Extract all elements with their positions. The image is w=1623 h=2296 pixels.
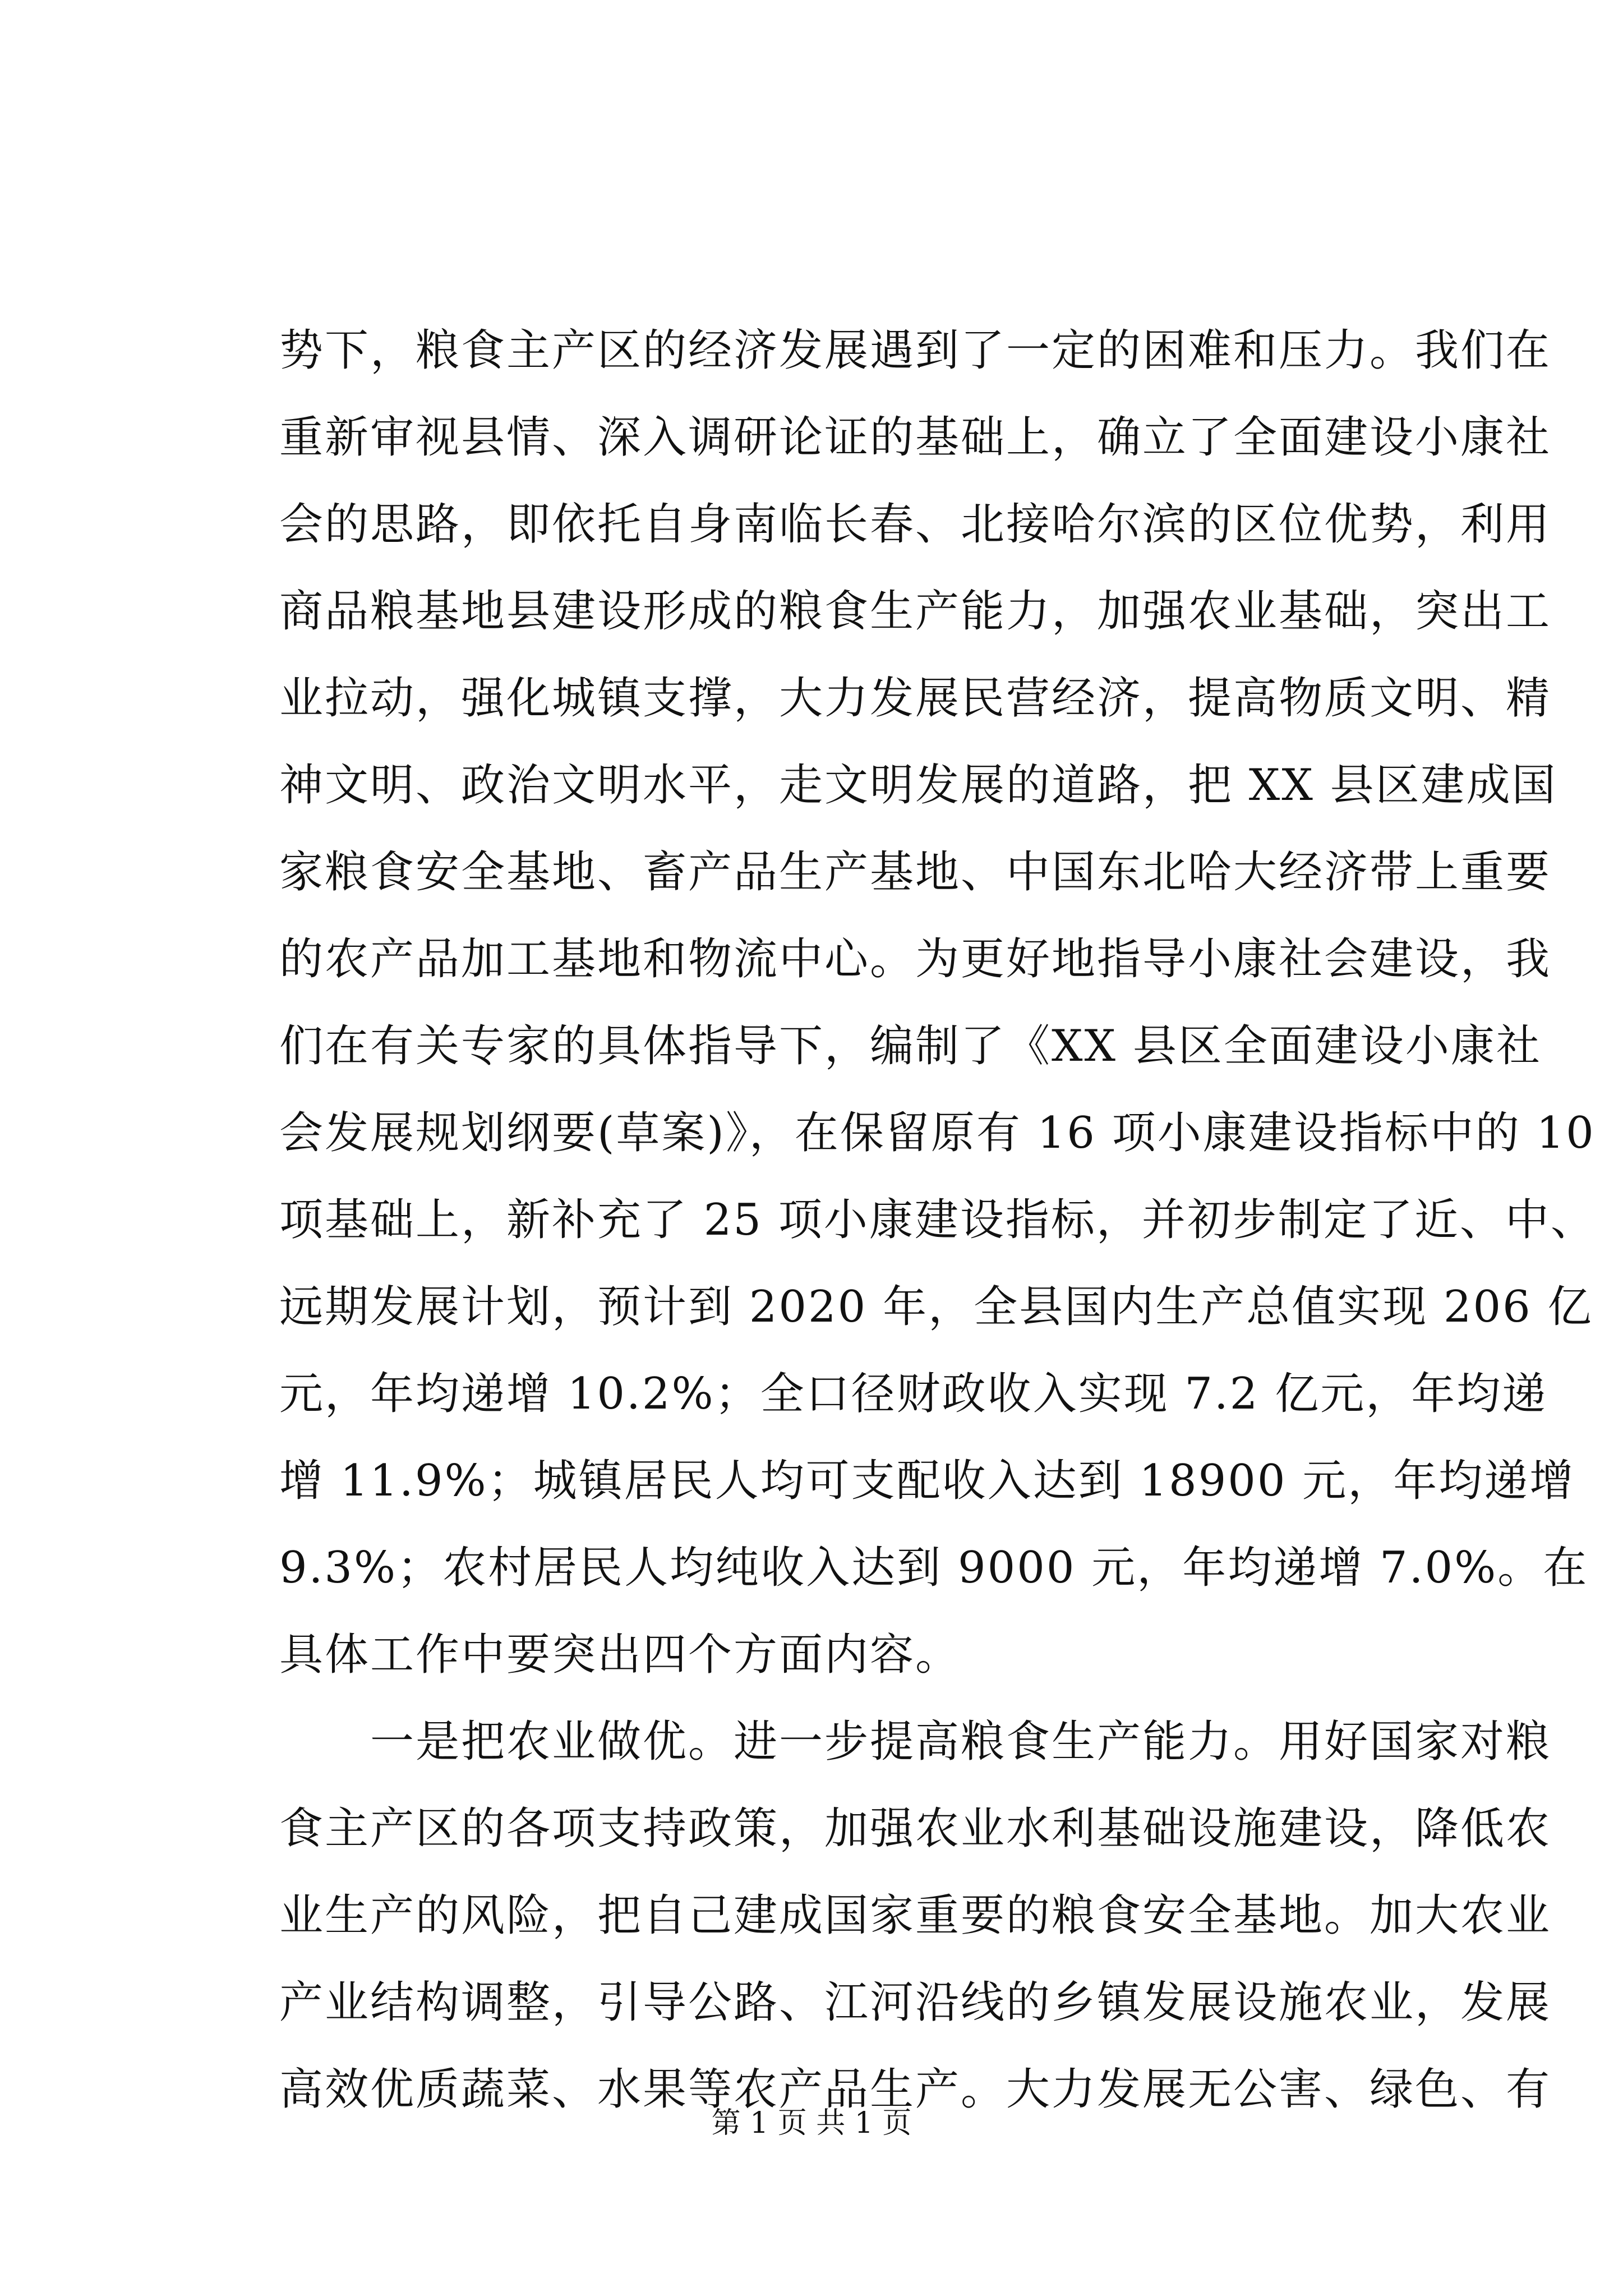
page-number-footer: 第 1 页 共 1 页: [711, 2106, 912, 2140]
text-line: 项基础上，新补充了 25 项小康建设指标，并初步制定了近、中、: [279, 1195, 1596, 1245]
text-line: 重新审视县情、深入调研论证的基础上，确立了全面建设小康社: [279, 412, 1552, 463]
paragraph-2: [279, 1699, 1552, 2133]
text-line: 远期发展计划，预计到 2020 年，全县国内生产总值实现 206 亿: [279, 1282, 1593, 1332]
text-line: 产业结构调整，引导公路、江河沿线的乡镇发展设施农业，发展: [279, 1977, 1552, 2028]
text-line: 一是把农业做优。进一步提高粮食生产能力。用好国家对粮: [279, 1717, 1552, 1767]
text-line: 9.3%；农村居民人均纯收入达到 9000 元，年均递增 7.0%。在: [279, 1543, 1589, 1593]
text-line: 会的思路，即依托自身南临长春、北接哈尔滨的区位优势，利用: [279, 499, 1552, 550]
text-line: 具体工作中要突出四个方面内容。: [279, 1630, 961, 1680]
text-line: 业生产的风险，把自己建成国家重要的粮食安全基地。加大农业: [279, 1890, 1552, 1941]
paragraph-1: [279, 307, 1596, 1699]
text-line: 会发展规划纲要(草案)》，在保留原有 16 项小康建设指标中的 10: [279, 1108, 1596, 1158]
text-line: 神文明、政治文明水平，走文明发展的道路，把 XX 县区建成国: [279, 760, 1557, 811]
text-line: 商品粮基地县建设形成的粮食生产能力，加强农业基础，突出工: [279, 586, 1552, 637]
text-line: 的农产品加工基地和物流中心。为更好地指导小康社会建设，我: [279, 934, 1552, 984]
text-line: 食主产区的各项支持政策，加强农业水利基础设施建设，降低农: [279, 1803, 1552, 1854]
text-line: 增 11.9%；城镇居民人均可支配收入达到 18900 元，年均递增: [279, 1456, 1575, 1506]
text-line: 势下，粮食主产区的经济发展遇到了一定的困难和压力。我们在: [279, 325, 1552, 376]
text-line: 家粮食安全基地、畜产品生产基地、中国东北哈大经济带上重要: [279, 847, 1552, 898]
text-line: 元，年均递增 10.2%；全口径财政收入实现 7.2 亿元，年均递: [279, 1369, 1548, 1419]
document-body: [279, 307, 1596, 2133]
text-line: 业拉动，强化城镇支撑，大力发展民营经济，提高物质文明、精: [279, 673, 1552, 724]
text-line: 高效优质蔬菜、水果等农产品生产。大力发展无公害、绿色、有: [279, 2064, 1552, 2115]
text-line: 们在有关专家的具体指导下，编制了《XX 县区全面建设小康社: [279, 1021, 1542, 1071]
